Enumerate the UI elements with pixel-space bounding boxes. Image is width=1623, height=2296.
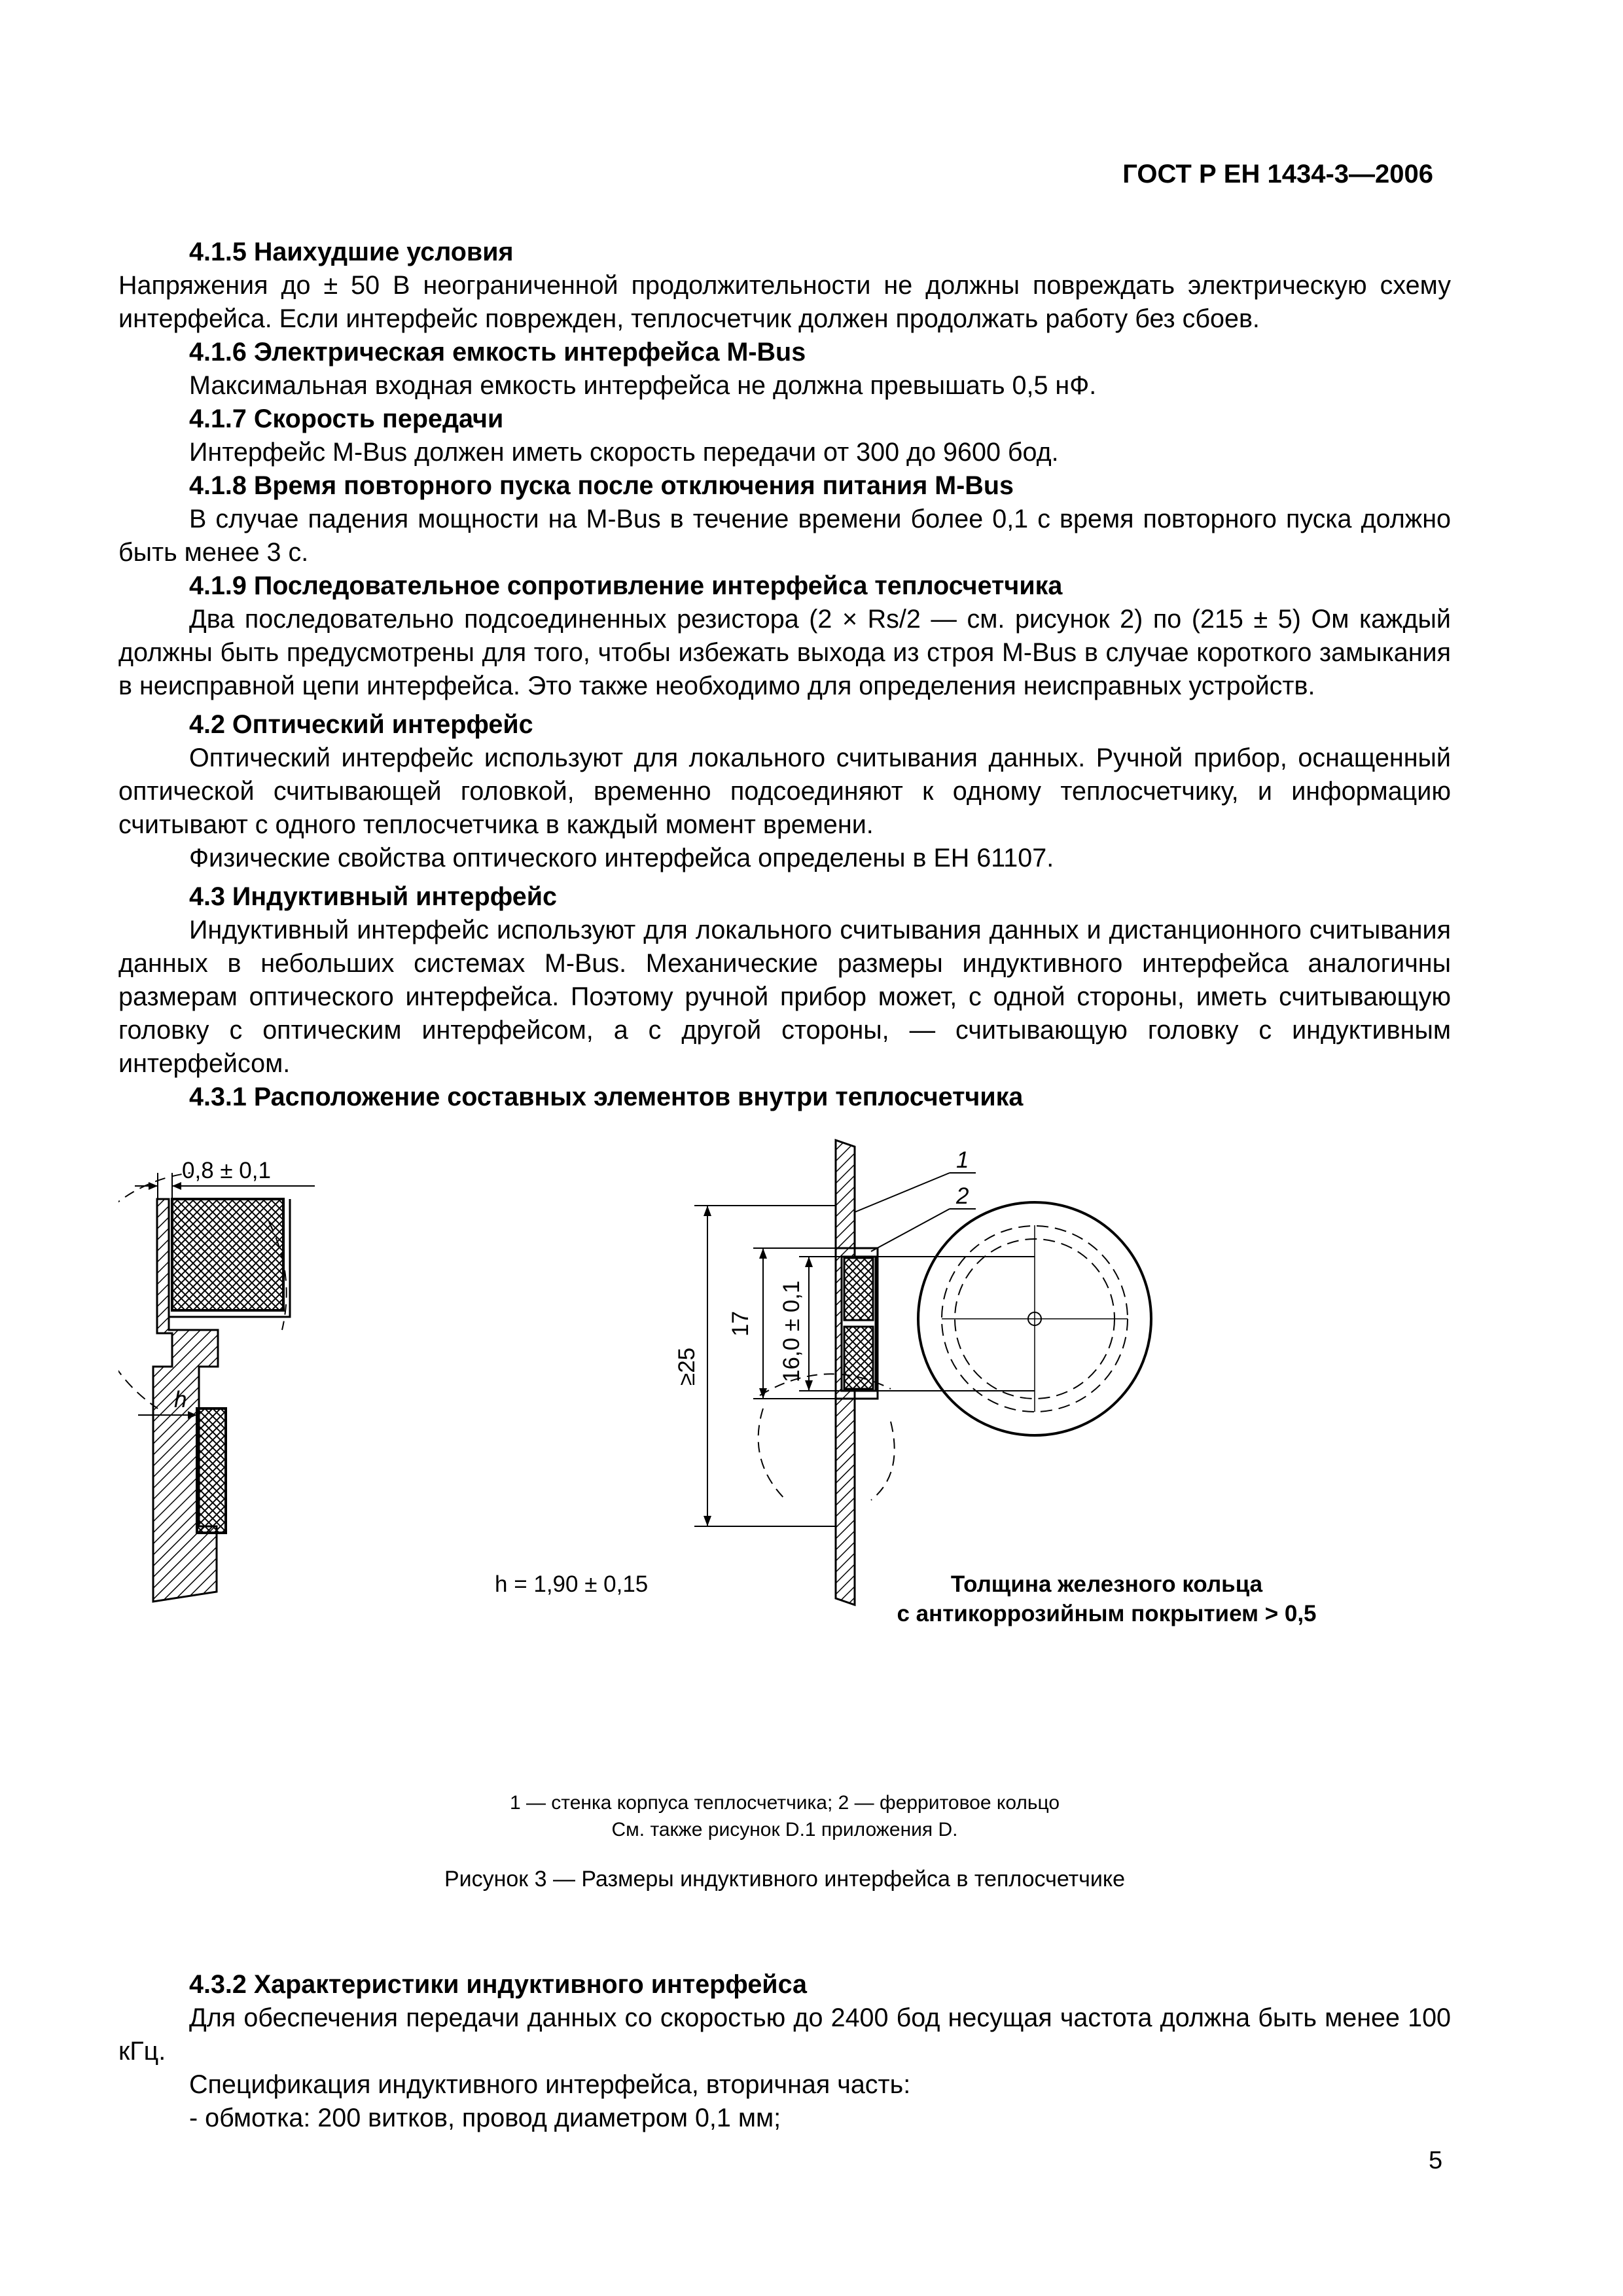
dim-17: 17: [728, 1311, 753, 1336]
section-4-3-text: Индуктивный интерфейс используют для локального считывания данных и дистанционного считывания данных в небольших системах M-Bus. Механические размеры индуктивного интерфейса аналогичны размерам оптического интерфейса. Поэтому ручной прибор может, с одной стороны, иметь считывающую головку с оптическим интерфейсом, а с другой стороны, — считывающую головку с индуктивным интерфейсом.: [118, 916, 1451, 1078]
section-4-1-6-text: Максимальная входная емкость интерфейса не должна превышать 0,5 нФ.: [189, 371, 1097, 400]
dim-25: ≥25: [674, 1347, 700, 1386]
note-line-1: Толщина железного кольца: [950, 1571, 1263, 1597]
section-4-1-9-text: Два последовательно подсоединенных резистора (2 × Rs/2 — см. рисунок 2) по (215 ± 5) Ом каждый должны быть предусмотрены для того, чтобы избежать выхода из строя M-Bus в случае короткого замыкания в неисправной цепи интерфейса. Это также необходимо для определения неисправных устройств.: [118, 605, 1451, 700]
upper-element: [172, 1199, 283, 1310]
right-detail: [674, 1140, 1317, 1626]
section-4-2-title: 4.2 Оптический интерфейс: [189, 710, 533, 739]
h-value: h = 1,90 ± 0,15: [495, 1571, 649, 1597]
section-4-1-8-title: 4.1.8 Время повторного пуска после отключения питания M-Bus: [189, 471, 1014, 500]
inductive-interface-drawing: [118, 1134, 1451, 1788]
callout-2: 2: [956, 1183, 969, 1209]
figure-legend: [118, 1789, 1451, 1843]
page-number: 5: [1429, 2147, 1443, 2174]
legend-line-2: См. также рисунок D.1 приложения D.: [611, 1819, 958, 1840]
section-4-2-text-1: Оптический интерфейс используют для локального считывания данных. Ручной прибор, оснащенный оптической считывающей головкой, временно подсоединяют к одному теплосчетчику, и информацию считывают с одного теплосчетчика в каждый момент времени.: [118, 744, 1451, 839]
section-4-3-2-item-1: - обмотка: 200 витков, провод диаметром 0,1 мм;: [189, 2104, 781, 2132]
section-4-3-2-text-2: Спецификация индуктивного интерфейса, вторичная часть:: [189, 2070, 911, 2099]
document-header: ГОСТ Р ЕН 1434-3—2006: [1122, 160, 1433, 188]
section-4-1-9-title: 4.1.9 Последовательное сопротивление интерфейса теплосчетчика: [189, 571, 1063, 600]
section-4-1-5-text: Напряжения до ± 50 В неограниченной продолжительности не должны повреждать электрическую схему интерфейса. Если интерфейс поврежден, теплосчетчик должен продолжать работу без сбоев.: [118, 271, 1451, 333]
section-4-1-6-title: 4.1.6 Электрическая емкость интерфейса M-Bus: [189, 338, 806, 367]
ferrite-ring-top: [844, 1258, 873, 1320]
dim-gap: 0,8 ± 0,1: [182, 1158, 271, 1183]
section-4-3-2-title: 4.3.2 Характеристики индуктивного интерфейса: [189, 1970, 808, 1999]
section-4-3-2-text-1: Для обеспечения передачи данных со скоростью до 2400 бод несущая частота должна быть менее 100 кГц.: [118, 2003, 1451, 2066]
section-4-1-7-text: Интерфейс M-Bus должен иметь скорость передачи от 300 до 9600 бод.: [189, 438, 1059, 467]
left-detail: [118, 1158, 648, 1602]
section-4-1-7-title: 4.1.7 Скорость передачи: [189, 404, 504, 433]
section-4-1-8-text: В случае падения мощности на M-Bus в течение времени более 0,1 с время повторного пуска должно быть менее 3 с.: [118, 505, 1451, 567]
figure-3: [118, 1134, 1451, 1788]
figure-caption: Рисунок 3 — Размеры индуктивного интерфейса в теплосчетчике: [444, 1867, 1126, 1892]
section-4-2-text-2: Физические свойства оптического интерфейса определены в ЕН 61107.: [189, 844, 1054, 872]
ferrite-ring-bottom: [844, 1327, 873, 1389]
document-body: [118, 236, 1451, 2135]
dim-16: 16,0 ± 0,1: [779, 1280, 804, 1382]
h-letter: h: [174, 1387, 187, 1412]
legend-line-1: 1 — стенка корпуса теплосчетчика; 2 — ферритовое кольцо: [509, 1792, 1060, 1814]
section-4-1-5-title: 4.1.5 Наихудшие условия: [189, 238, 514, 266]
section-4-3-1-title: 4.3.1 Расположение составных элементов внутри теплосчетчика: [189, 1083, 1024, 1111]
callout-1: 1: [956, 1147, 969, 1173]
section-4-3-title: 4.3 Индуктивный интерфейс: [189, 882, 558, 911]
ferrite-section: [197, 1408, 226, 1533]
note-line-2: с антикоррозийным покрытием > 0,5: [897, 1601, 1317, 1626]
